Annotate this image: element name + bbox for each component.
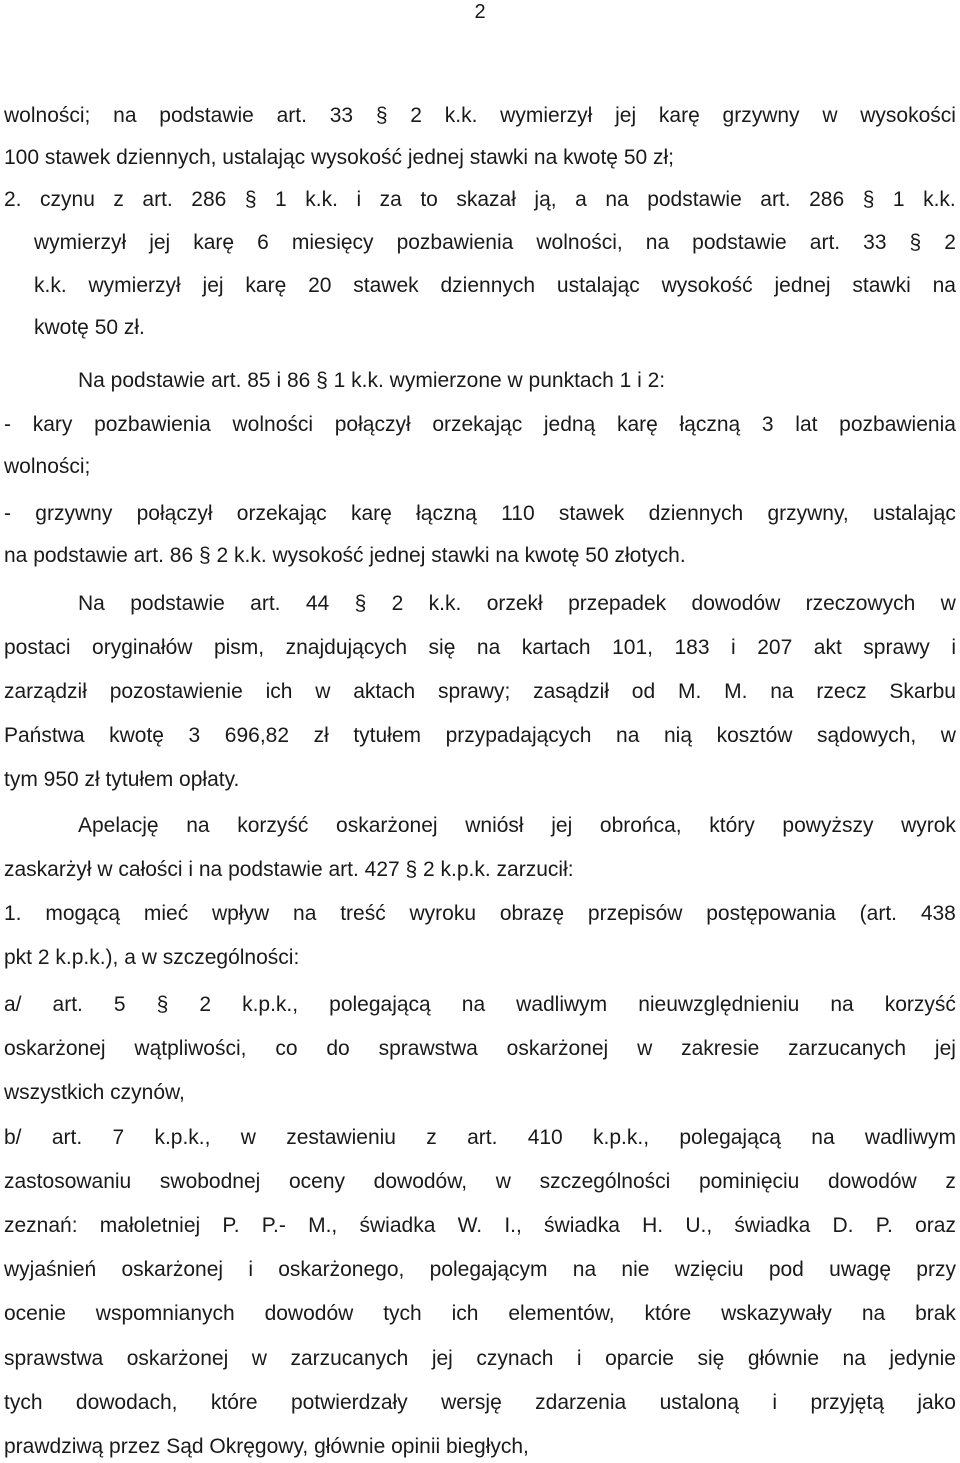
word: stawek — [353, 274, 419, 297]
text-line — [4, 500, 956, 528]
word: przepadek — [568, 592, 667, 615]
text-line: prawdziwą przez Sąd Okręgowy, głównie opinii biegłych, — [4, 1435, 529, 1458]
word: k.k. — [305, 188, 338, 211]
word: ustalając — [873, 502, 956, 525]
word: nie — [621, 1258, 650, 1281]
word: k.p.k., — [593, 1126, 650, 1149]
word: art. — [760, 188, 791, 211]
word: oceny — [288, 1170, 346, 1193]
word: na — [476, 636, 501, 659]
text-line: zaskarżył w całości i na podstawie art. 427 § 2 k.p.k. zarzucił: — [4, 858, 574, 881]
word: się — [428, 636, 456, 659]
word: wolności; — [4, 104, 91, 127]
word: na — [605, 188, 629, 211]
word: pozostawienie — [109, 680, 243, 703]
word: k.p.k., — [154, 1126, 211, 1149]
word: i — [576, 1347, 582, 1370]
word: M., — [308, 1214, 338, 1237]
word: 33 — [863, 231, 887, 254]
word: oskarżonego, — [278, 1258, 405, 1281]
word: 110 — [501, 502, 535, 525]
word: 6 — [257, 231, 269, 254]
word: na — [811, 1126, 835, 1149]
word: oparcie — [605, 1347, 674, 1370]
word: obrazę — [499, 902, 565, 925]
word: (art. — [859, 902, 898, 925]
word: 2 — [391, 592, 404, 615]
word: przy — [916, 1258, 956, 1281]
word: na — [932, 274, 956, 297]
word: grzywny — [722, 104, 800, 127]
word: i — [248, 1258, 253, 1281]
word: kosztów — [716, 724, 793, 747]
word: łączną — [679, 413, 741, 436]
word: elementów, — [508, 1302, 615, 1325]
word: jako — [917, 1391, 956, 1414]
word: ocenie — [4, 1302, 66, 1325]
text-line — [4, 1300, 956, 1328]
word: w — [315, 680, 331, 703]
word: nią — [663, 724, 692, 747]
word: wniósł — [465, 814, 524, 837]
word: na — [186, 814, 210, 837]
word: 1. — [4, 902, 22, 925]
word: podstawie — [692, 231, 787, 254]
word: 1 — [892, 188, 905, 211]
word: mogącą — [45, 902, 121, 925]
word: jej — [551, 814, 573, 837]
page-number: 2 — [474, 1, 486, 23]
word: które — [210, 1391, 258, 1414]
word: zł — [313, 724, 329, 747]
word: 286 — [191, 188, 227, 211]
word: I., — [504, 1214, 522, 1237]
word: k.k. — [923, 188, 956, 211]
word: 101, — [612, 636, 653, 659]
word: mieć — [143, 902, 189, 925]
word: art. — [142, 188, 173, 211]
word: 44 — [305, 592, 330, 615]
text-line — [4, 186, 956, 214]
word: wzięciu — [674, 1258, 744, 1281]
word: korzyść — [237, 814, 309, 837]
word: skazał — [456, 188, 516, 211]
word: szczególności — [539, 1170, 671, 1193]
word: art. — [467, 1126, 498, 1149]
word: w — [940, 592, 956, 615]
text-line — [4, 1389, 956, 1417]
text-line — [4, 722, 956, 750]
word: jej — [431, 1347, 453, 1370]
word: 438 — [920, 902, 956, 925]
word: do — [326, 1037, 350, 1060]
text-line: 100 stawek dziennych, ustalając wysokość jednej stawki na kwotę 50 zł; — [4, 146, 675, 169]
word: pozbawienia — [839, 413, 956, 436]
word: w — [251, 1347, 267, 1370]
text-line: pkt 2 k.p.k.), a w szczególności: — [4, 946, 300, 969]
word: Państwa — [4, 724, 85, 747]
word: art. — [250, 592, 281, 615]
word: pozbawienia — [396, 231, 514, 254]
word: w — [637, 1037, 653, 1060]
word: 2. — [4, 188, 22, 211]
text-line: tym 950 zł tytułem opłaty. — [4, 768, 240, 791]
word: orzekając — [432, 413, 523, 436]
word: grzywny — [35, 502, 113, 525]
word: 2 — [199, 993, 212, 1016]
word: ustaloną — [659, 1391, 740, 1414]
word: a — [575, 188, 587, 211]
word: łączną — [416, 502, 477, 525]
word: w — [495, 1170, 511, 1193]
word: z — [945, 1170, 956, 1193]
word: art. — [276, 104, 307, 127]
text-line — [4, 678, 956, 706]
word: zeznań: — [4, 1214, 78, 1237]
word: zarzucanych — [290, 1347, 409, 1370]
word: wolności — [232, 413, 314, 436]
word: pozbawienia — [94, 413, 211, 436]
word: 1 — [275, 188, 287, 211]
word: obrońca, — [599, 814, 682, 837]
word: świadka — [734, 1214, 811, 1237]
word: P.- — [261, 1214, 286, 1237]
word: k.k. — [428, 592, 462, 615]
word: pominięciu — [698, 1170, 800, 1193]
word: w — [940, 724, 956, 747]
word: wspomnianych — [95, 1302, 235, 1325]
word: § — [156, 993, 169, 1016]
word: oryginałów — [92, 636, 193, 659]
word: 33 — [329, 104, 354, 127]
text-line: na podstawie art. 86 § 2 k.k. wysokość jednej stawki na kwotę 50 złotych. — [4, 544, 686, 567]
word: przypadających — [445, 724, 592, 747]
word: głównie — [747, 1347, 820, 1370]
word: jedną — [543, 413, 596, 436]
word: art. — [51, 1126, 83, 1149]
word: przyjętą — [810, 1391, 884, 1414]
word: przepisów — [587, 902, 683, 925]
word: § — [862, 188, 875, 211]
word: zastosowaniu — [4, 1170, 132, 1193]
word: 410 — [527, 1126, 563, 1149]
word: sprawy; — [437, 680, 511, 703]
text-line — [34, 229, 956, 257]
word: jej — [149, 231, 171, 254]
text-line — [4, 991, 956, 1019]
text-line: kwotę 50 zł. — [34, 316, 145, 339]
word: zarzucanych — [788, 1037, 907, 1060]
word: wymierzył — [500, 104, 593, 127]
word: to — [420, 188, 438, 211]
text-line — [78, 590, 956, 618]
word: znajdujących — [285, 636, 408, 659]
word: na — [461, 993, 486, 1016]
word: orzekając — [236, 502, 327, 525]
word: kartach — [521, 636, 591, 659]
word: dowodów — [264, 1302, 354, 1325]
word: postępowania — [706, 902, 836, 925]
word: W. — [457, 1214, 483, 1237]
word: 7 — [112, 1126, 125, 1149]
word: brak — [915, 1302, 956, 1325]
word: czynu — [40, 188, 95, 211]
word: jej — [202, 274, 224, 297]
word: zasądził — [533, 680, 609, 703]
word: na — [616, 724, 640, 747]
text-line: Na podstawie art. 85 i 86 § 1 k.k. wymierzone w punktach 1 i 2: — [78, 369, 666, 392]
word: oskarżonej — [4, 1037, 106, 1060]
word: z — [426, 1126, 437, 1149]
word: za — [379, 188, 402, 211]
word: oskarżonej — [336, 814, 438, 837]
word: wymierzył — [88, 274, 181, 297]
word: wadliwym — [516, 993, 608, 1016]
word: korzyść — [884, 993, 956, 1016]
text-line — [4, 1212, 956, 1240]
word: potwierdzały — [290, 1391, 408, 1414]
word: się — [697, 1347, 725, 1370]
word: 3 — [188, 724, 201, 747]
word: H. — [642, 1214, 664, 1237]
word: powyższy — [782, 814, 874, 837]
word: na — [113, 104, 137, 127]
word: § — [244, 188, 257, 211]
text-line: wszystkich czynów, — [4, 1081, 185, 1104]
word: - — [4, 502, 11, 525]
word: na — [645, 231, 670, 254]
text-line — [78, 812, 956, 840]
word: co — [275, 1037, 298, 1060]
word: wysokość — [661, 274, 753, 297]
word: tych — [4, 1391, 43, 1414]
word: oraz — [915, 1214, 956, 1237]
word: M. — [677, 680, 702, 703]
word: k.p.k., — [242, 993, 299, 1016]
word: zdarzenia — [535, 1391, 627, 1414]
word: 2 — [944, 231, 956, 254]
word: § — [909, 231, 922, 254]
word: dowodów — [828, 1170, 917, 1193]
word: karę — [616, 413, 658, 436]
word: 5 — [113, 993, 126, 1016]
word: 696,82 — [224, 724, 290, 747]
word: zakresie — [681, 1037, 760, 1060]
text-line — [34, 272, 956, 300]
word: od — [631, 680, 656, 703]
word: jednej — [774, 274, 831, 297]
word: na — [830, 993, 854, 1016]
word: D. — [832, 1214, 854, 1237]
word: treść — [340, 902, 386, 925]
word: tytułem — [353, 724, 421, 747]
word: oskarżonej — [121, 1258, 224, 1281]
word: sądowych, — [816, 724, 917, 747]
word: § — [375, 104, 388, 127]
word: jej — [934, 1037, 956, 1060]
word: art. — [52, 993, 83, 1016]
word: a/ — [4, 993, 22, 1016]
word: który — [709, 814, 755, 837]
word: - — [4, 413, 11, 436]
word: podstawie — [647, 188, 742, 211]
word: na — [293, 902, 317, 925]
word: które — [644, 1302, 692, 1325]
word: dowodach, — [75, 1391, 178, 1414]
word: i — [731, 636, 736, 659]
word: świadka — [544, 1214, 620, 1237]
word: jedynie — [889, 1347, 956, 1370]
word: P. — [222, 1214, 240, 1237]
word: wyroku — [409, 902, 477, 925]
text-line — [4, 411, 956, 439]
word: małoletniej — [99, 1214, 201, 1237]
word: wymierzył — [34, 231, 127, 254]
word: k.k. — [444, 104, 478, 127]
word: podstawie — [159, 104, 254, 127]
word: z — [113, 188, 124, 211]
word: aktach — [353, 680, 416, 703]
word: akt — [813, 636, 842, 659]
word: polegającą — [679, 1126, 781, 1149]
word: dziennych — [440, 274, 536, 297]
word: § — [354, 592, 367, 615]
text-line — [4, 1345, 956, 1373]
word: ją, — [534, 188, 557, 211]
word: połączył — [136, 502, 213, 525]
word: U., — [685, 1214, 713, 1237]
word: sprawstwa — [4, 1347, 104, 1370]
word: karę — [193, 231, 235, 254]
word: postaci — [4, 636, 71, 659]
word: w — [822, 104, 838, 127]
word: w — [240, 1126, 256, 1149]
word: P. — [875, 1214, 893, 1237]
word: karę — [658, 104, 700, 127]
text-line — [4, 1168, 956, 1196]
word: stawek — [558, 502, 625, 525]
word: miesięcy — [291, 231, 374, 254]
word: wersję — [441, 1391, 502, 1414]
word: zarządził — [4, 680, 87, 703]
word: podstawie — [130, 592, 225, 615]
word: dowodów — [691, 592, 781, 615]
text-line — [4, 102, 956, 130]
word: dowodów, — [373, 1170, 468, 1193]
word: i — [356, 188, 362, 211]
word: tych — [383, 1302, 422, 1325]
word: rzecz — [816, 680, 867, 703]
word: 183 — [674, 636, 710, 659]
text-line — [4, 634, 956, 662]
word: i — [772, 1391, 778, 1414]
word: połączył — [334, 413, 411, 436]
text-line — [4, 1256, 956, 1284]
word: 2 — [410, 104, 422, 127]
word: nieuwzględnieniu — [638, 993, 800, 1016]
word: wskazywały — [721, 1302, 832, 1325]
word: polegającą — [329, 993, 431, 1016]
text-line: wolności; — [4, 455, 91, 478]
word: zestawieniu — [286, 1126, 396, 1149]
word: uwagę — [829, 1258, 892, 1281]
word: ich — [451, 1302, 479, 1325]
word: dziennych — [648, 502, 744, 525]
word: rzeczowych — [805, 592, 916, 615]
word: sprawy — [863, 636, 930, 659]
word: wysokości — [860, 104, 956, 127]
text-line — [4, 900, 956, 928]
word: swobodnej — [159, 1170, 261, 1193]
word: kary — [32, 413, 73, 436]
word: oskarżonej — [506, 1037, 609, 1060]
word: Apelację — [78, 814, 159, 837]
word: kwotę — [109, 724, 164, 747]
word: na — [572, 1258, 597, 1281]
word: czynach — [476, 1347, 554, 1370]
word: lat — [795, 413, 818, 436]
word: art. — [809, 231, 841, 254]
word: wpływ — [212, 902, 270, 925]
word: 20 — [308, 274, 332, 297]
word: 286 — [809, 188, 845, 211]
text-line — [4, 1124, 956, 1152]
word: na — [861, 1302, 886, 1325]
word: M. — [724, 680, 748, 703]
word: wątpliwości, — [134, 1037, 247, 1060]
word: wolności, — [536, 231, 623, 254]
word: Skarbu — [889, 680, 956, 703]
word: wadliwym — [864, 1126, 956, 1149]
word: 3 — [761, 413, 774, 436]
word: wyjaśnień — [4, 1258, 97, 1281]
word: orzekł — [486, 592, 543, 615]
word: wyrok — [901, 814, 956, 837]
word: świadka — [359, 1214, 436, 1237]
text-line — [4, 1035, 956, 1063]
word: pism, — [213, 636, 265, 659]
word: stawki — [852, 274, 911, 297]
word: 207 — [757, 636, 793, 659]
word: karę — [350, 502, 392, 525]
word: oskarżonej — [126, 1347, 229, 1370]
word: karę — [245, 274, 287, 297]
word: ich — [265, 680, 293, 703]
word: pod — [768, 1258, 804, 1281]
word: ustalając — [556, 274, 640, 297]
word: na — [842, 1347, 866, 1370]
word: grzywny, — [767, 502, 849, 525]
word: b/ — [4, 1126, 22, 1149]
word: Na — [78, 592, 105, 615]
word: sprawstwa — [378, 1037, 478, 1060]
word: i — [951, 636, 956, 659]
word: k.k. — [34, 274, 67, 297]
word: polegającym — [429, 1258, 548, 1281]
word: jej — [615, 104, 637, 127]
word: na — [770, 680, 794, 703]
